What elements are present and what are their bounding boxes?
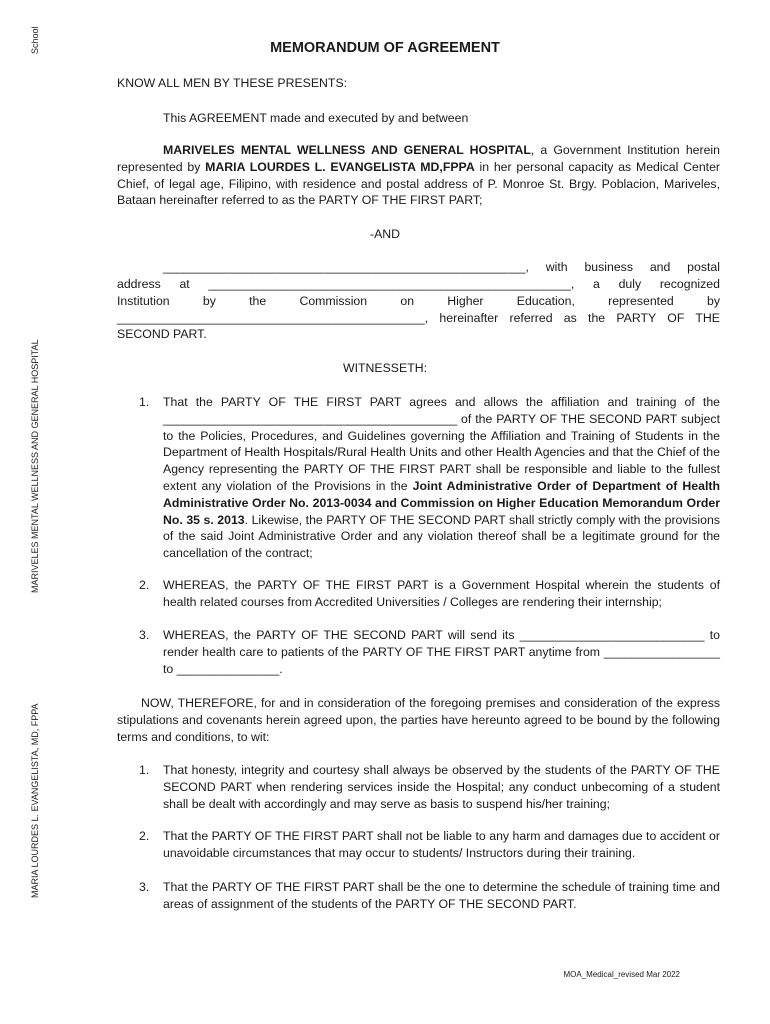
- second-party-line-4: _____________________________________________, hereinafter referred as the PARTY OF THE: [117, 311, 720, 325]
- second-party-line-1: _____________________________________________________, with business and postal: [163, 260, 720, 274]
- term-number: 3.: [139, 880, 150, 894]
- hospital-name: MARIVELES MENTAL WELLNESS AND GENERAL HOSPITAL: [163, 143, 531, 157]
- and-separator: -AND: [369, 227, 401, 241]
- side-label-hospital: MARIVELES MENTAL WELLNESS AND GENERAL HOSPITAL: [30, 339, 40, 593]
- first-party-text-2: in her personal capacity as Medical Center Chief, of legal age, Filipino, with residence and postal address of P. Monroe St. Brgy. Poblacion, Mariveles, Bataan hereinafter referred to as the PARTY OF THE FIRST PART;: [117, 159, 721, 208]
- witness-item-1: [163, 394, 720, 562]
- document-title: MEMORANDUM OF AGREEMENT: [270, 40, 500, 56]
- intro-line: This AGREEMENT made and executed by and between: [163, 111, 469, 125]
- second-party-line-2: address at _____________________________________________________, a duly recognized: [117, 277, 720, 291]
- now-therefore-paragraph: NOW, THEREFORE, for and in consideration of the foregoing premises and consideration of the express stipulations and covenants herein agreed upon, the parties have hereunto agreed to be bound by the following terms and conditions, to wit:: [117, 696, 720, 744]
- joint-order-reference: Joint Administrative Order of Department of Health Administrative Order No. 2013-0034 and Commission on Higher Education Memorandum Order No. 35 s. 2013: [163, 478, 720, 527]
- witness-item-number: 3.: [139, 628, 150, 642]
- witness-item-3: WHEREAS, the PARTY OF THE SECOND PART will send its ___________________________ to render health care to patients of the PARTY OF THE FIRST PART anytime from _________________ to _______________.: [163, 628, 720, 676]
- witness-item-1-text-a: That the PARTY OF THE FIRST PART agrees and allows the affiliation and training of the ___________________________________________ of the PARTY OF THE SECOND PART subject to the Policies, Procedures, and Guidelines governing the Affiliation and Training of Students in the Department of Health Hospitals/Rural Health Units and other Health Agencies and that the Chief of the Agency representing the PARTY OF THE FIRST PART shall be responsible and liable to the fullest extent any violation of the Provisions in the: [163, 395, 720, 493]
- witnesseth-heading: WITNESSETH:: [342, 361, 428, 375]
- footer-revision: MOA_Medical_revised Mar 2022: [563, 970, 680, 979]
- term-1: That honesty, integrity and courtesy shall always be observed by the students of the PARTY OF THE SECOND PART when rendering services inside the Hospital; any conduct unbecoming of a student shall be dealt with accordingly and may serve as basis to suspend his/her training;: [163, 763, 720, 811]
- chief-name: MARIA LOURDES L. EVANGELISTA MD,FPPA: [205, 159, 475, 174]
- side-label-school: School: [30, 26, 40, 54]
- term-3: That the PARTY OF THE FIRST PART shall be the one to determine the schedule of training time and areas of assignment of the students of the PARTY OF THE SECOND PART.: [163, 880, 720, 911]
- term-number: 1.: [139, 763, 150, 777]
- term-number: 2.: [139, 829, 150, 843]
- witness-item-1-text-b: . Likewise, the PARTY OF THE SECOND PART shall strictly comply with the provisions of the said Joint Administrative Order and any violation thereof shall be a legitimate ground for the cancellation of the contract;: [163, 512, 720, 561]
- side-label-chief: MARIA LOURDES L. EVANGELISTA, MD, FPPA: [30, 703, 40, 898]
- witness-item-number: 2.: [139, 578, 150, 592]
- witness-item-number: 1.: [139, 395, 150, 409]
- term-2: That the PARTY OF THE FIRST PART shall not be liable to any harm and damages due to accident or unavoidable circumstances that may occur to students/ Instructors during their training.: [163, 829, 720, 860]
- know-all-line: KNOW ALL MEN BY THESE PRESENTS:: [117, 76, 348, 90]
- witness-item-2: WHEREAS, the PARTY OF THE FIRST PART is a Government Hospital wherein the students of health related courses from Accredited Universities / Colleges are rendering their internship;: [163, 578, 720, 609]
- first-party-paragraph: [117, 142, 720, 209]
- first-party-text-1: , a Government Institution herein represented by: [117, 143, 720, 174]
- second-party-line-5: SECOND PART.: [117, 327, 207, 341]
- second-party-line-3: Institution by the Commission on Higher Education, represented by: [117, 294, 720, 308]
